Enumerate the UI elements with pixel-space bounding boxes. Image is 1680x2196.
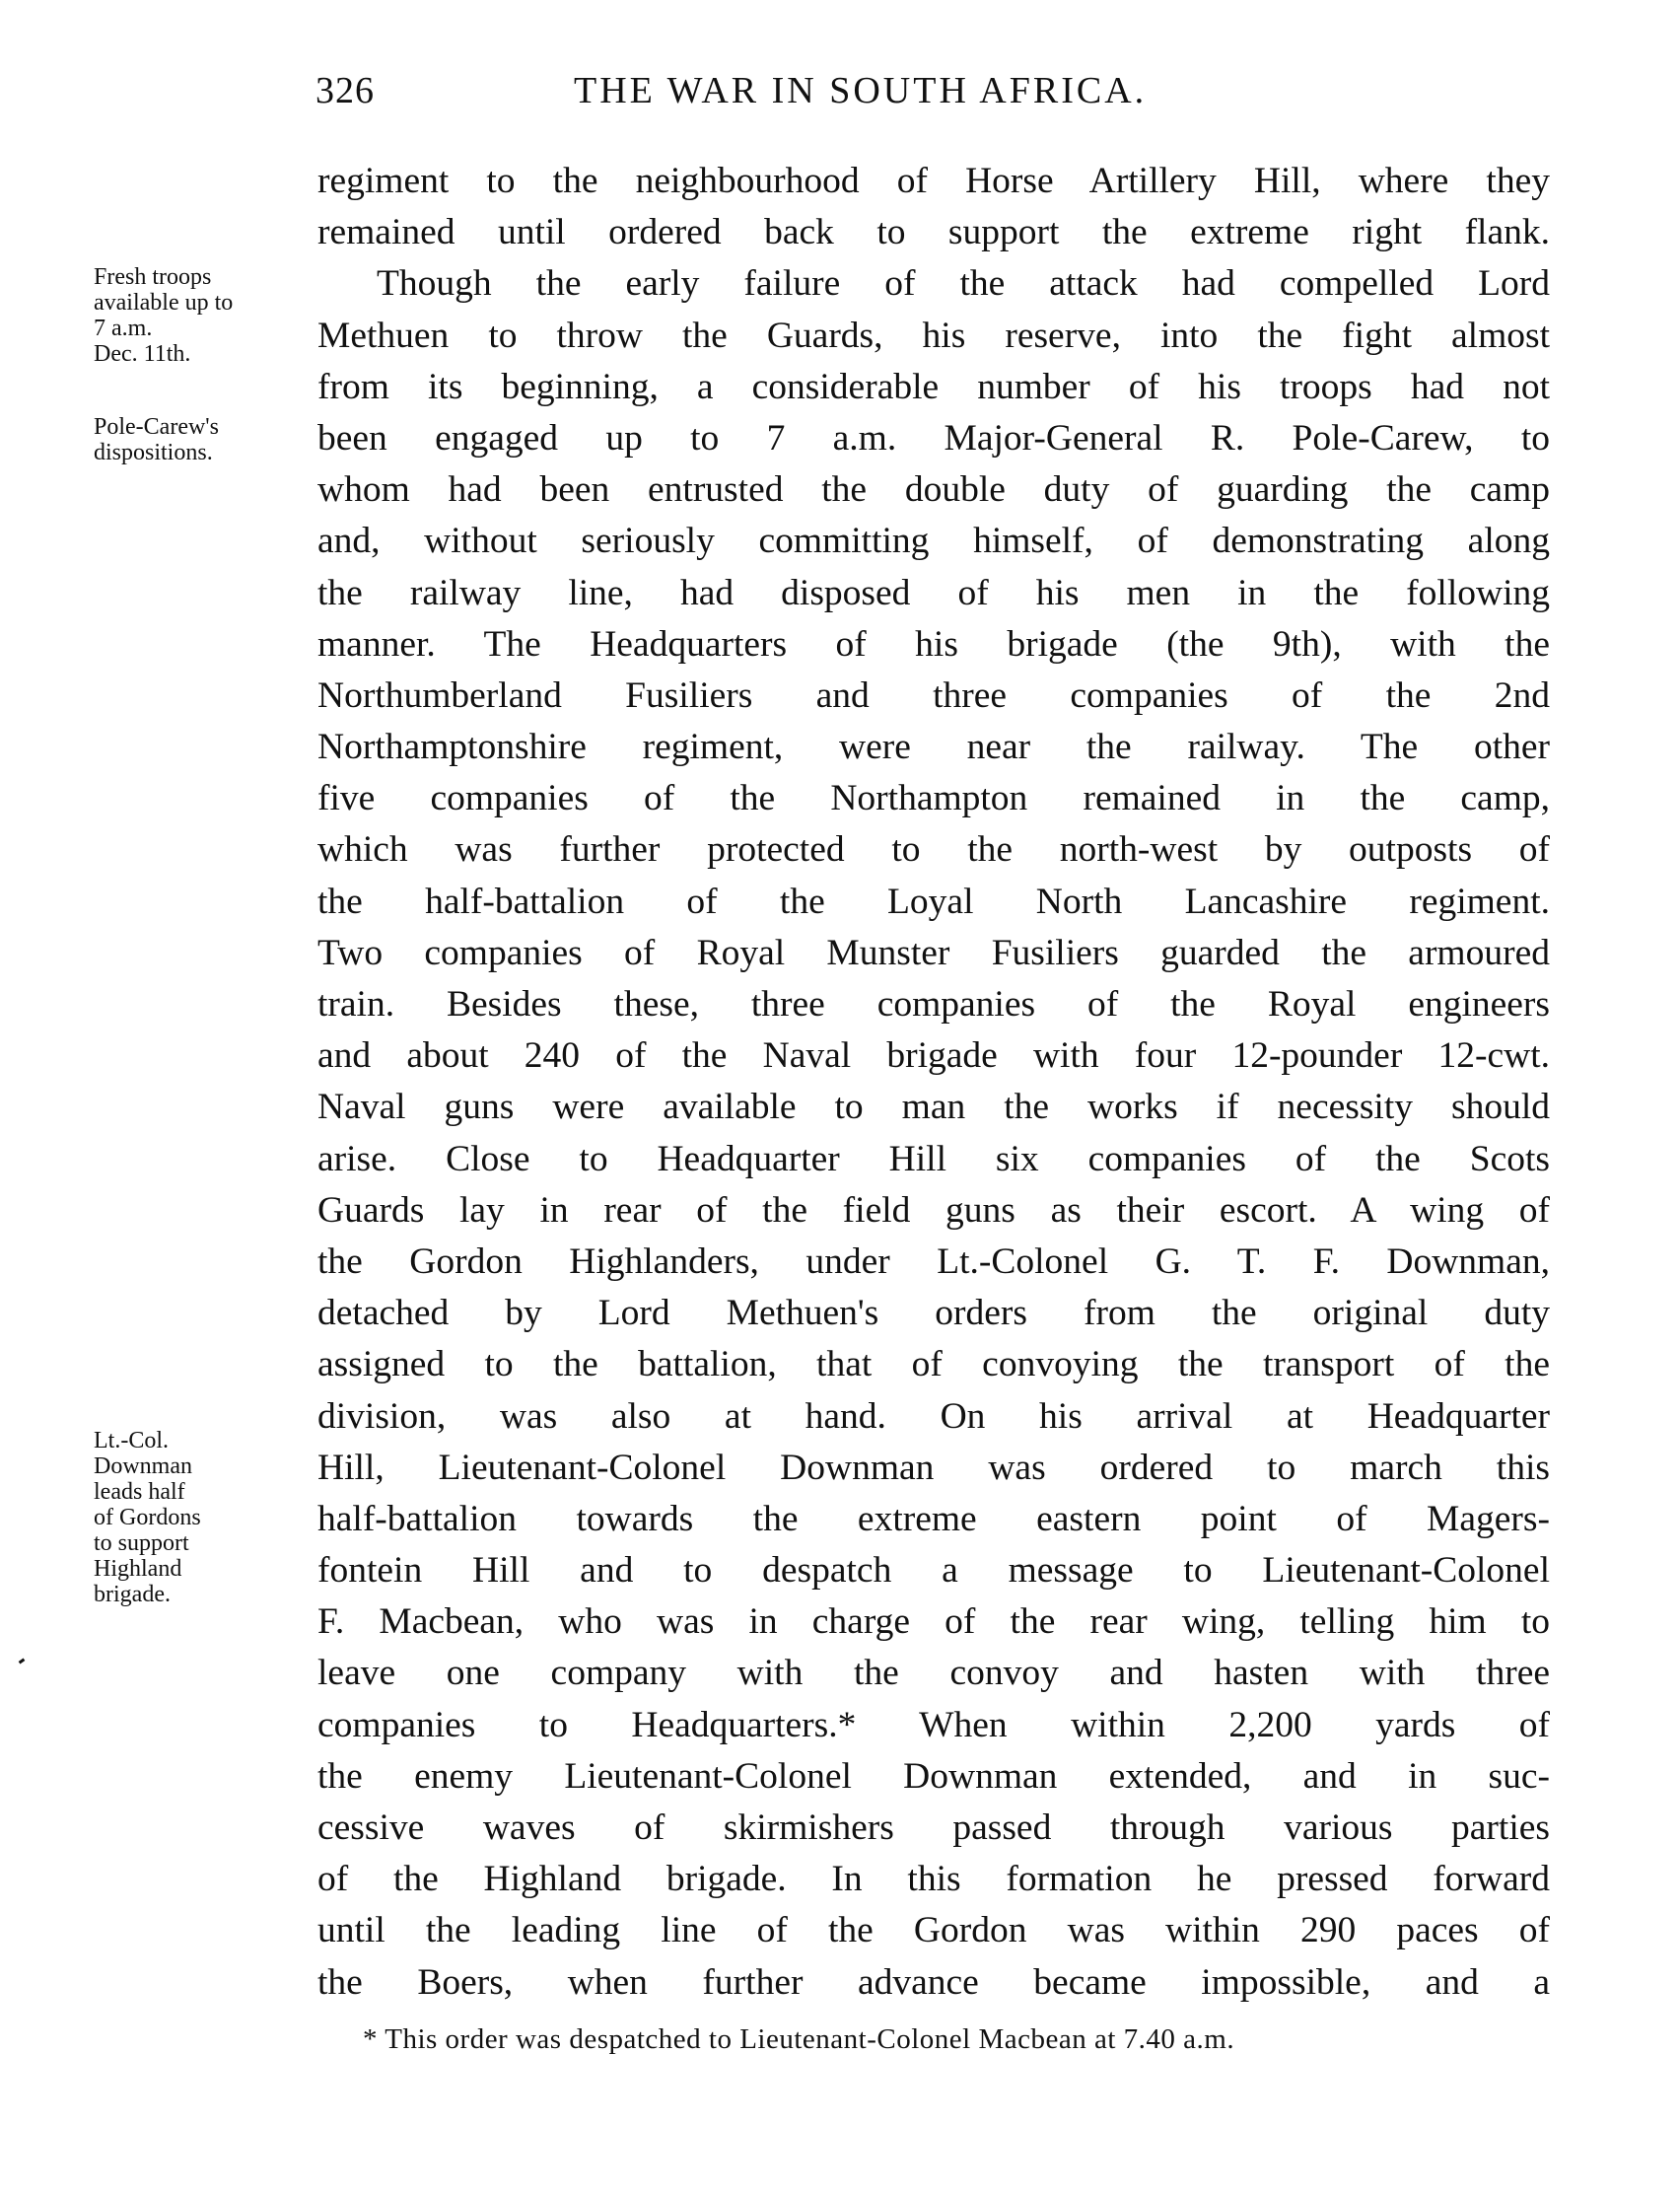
body-text bbox=[317, 156, 1550, 2009]
sidenote-line: dispositions. bbox=[94, 440, 213, 465]
body-line: Methuen to throw the Guards, his reserve, into the fight almost bbox=[317, 315, 1550, 356]
body-line: Naval guns were available to man the works if necessity should bbox=[317, 1087, 1550, 1128]
body-line: Northumberland Fusiliers and three companies of the 2nd bbox=[317, 674, 1550, 716]
body-line: the Gordon Highlanders, under Lt.-Colonel G. T. F. Downman, bbox=[317, 1240, 1550, 1282]
sidenote-line: leads half bbox=[94, 1479, 185, 1505]
body-line: train. Besides these, three companies of the Royal engineers bbox=[317, 984, 1550, 1025]
body-line: Hill, Lieutenant-Colonel Downman was ordered to march this bbox=[317, 1447, 1550, 1488]
body-line: and, without seriously committing himself, of demonstrating along bbox=[317, 521, 1550, 562]
body-line: the enemy Lieutenant-Colonel Downman extended, and in suc- bbox=[317, 1755, 1550, 1797]
body-line: the railway line, had disposed of his men in the following bbox=[317, 572, 1550, 613]
sidenote-fresh-troops bbox=[94, 264, 291, 367]
body-line: from its beginning, a considerable number of his troops had not bbox=[317, 366, 1550, 407]
sidenote-line: Dec. 11th. bbox=[94, 341, 191, 367]
sidenote-line: Pole-Carew's bbox=[94, 414, 219, 440]
body-line-paragraph-start: Though the early failure of the attack had compelled Lord bbox=[377, 263, 1550, 305]
body-line: detached by Lord Methuen's orders from the original duty bbox=[317, 1293, 1550, 1334]
sidenote-downman bbox=[94, 1428, 291, 1607]
body-line: Northamptonshire regiment, were near the railway. The other bbox=[317, 727, 1550, 768]
sidenote-line: Fresh troops bbox=[94, 264, 212, 290]
page-header bbox=[315, 69, 1558, 128]
body-line: cessive waves of skirmishers passed through various parties bbox=[317, 1807, 1550, 1848]
body-line: Two companies of Royal Munster Fusiliers guarded the armoured bbox=[317, 932, 1550, 973]
body-line: the half-battalion of the Loyal North Lancashire regiment. bbox=[317, 881, 1550, 922]
body-line: whom had been entrusted the double duty of guarding the camp bbox=[317, 469, 1550, 511]
body-line: five companies of the Northampton remained in the camp, bbox=[317, 778, 1550, 819]
sidenote-line: of Gordons bbox=[94, 1505, 201, 1530]
body-line: fontein Hill and to despatch a message to Lieutenant-Colonel bbox=[317, 1550, 1550, 1592]
body-line: assigned to the battalion, that of convoying the transport of the bbox=[317, 1344, 1550, 1385]
sidenote-line: to support bbox=[94, 1530, 189, 1556]
body-line: until the leading line of the Gordon was within 290 paces of bbox=[317, 1910, 1550, 1951]
body-line: Guards lay in rear of the field guns as their escort. A wing of bbox=[317, 1189, 1550, 1231]
sidenote-pole-carew bbox=[94, 414, 291, 465]
scan-artifact-mark bbox=[19, 1659, 26, 1665]
body-line: been engaged up to 7 a.m. Major-General R. Pole-Carew, to bbox=[317, 417, 1550, 459]
footnote: * This order was despatched to Lieutenant-Colonel Macbean at 7.40 a.m. bbox=[363, 2023, 1235, 2055]
body-line: the Boers, when further advance became impossible, and a bbox=[317, 1961, 1550, 2003]
sidenote-line: available up to bbox=[94, 290, 234, 316]
body-line: remained until ordered back to support the extreme right flank. bbox=[317, 212, 1550, 253]
body-line: which was further protected to the north-west by outposts of bbox=[317, 829, 1550, 871]
sidenote-line: Downman bbox=[94, 1453, 192, 1479]
sidenote-line: Highland bbox=[94, 1556, 182, 1582]
body-line: regiment to the neighbourhood of Horse Artillery Hill, where they bbox=[317, 161, 1550, 201]
sidenote-line: 7 a.m. bbox=[94, 316, 153, 341]
body-line: half-battalion towards the extreme eastern point of Magers- bbox=[317, 1498, 1550, 1539]
body-line: companies to Headquarters.* When within 2,200 yards of bbox=[317, 1704, 1550, 1745]
body-line: division, was also at hand. On his arrival at Headquarter bbox=[317, 1395, 1550, 1437]
page-number: 326 bbox=[315, 70, 375, 111]
running-head-title: THE WAR IN SOUTH AFRICA. bbox=[574, 70, 1148, 111]
body-line: manner. The Headquarters of his brigade (the 9th), with the bbox=[317, 623, 1550, 665]
body-line: arise. Close to Headquarter Hill six companies of the Scots bbox=[317, 1138, 1550, 1179]
body-line: leave one company with the convoy and hasten with three bbox=[317, 1653, 1550, 1694]
body-line: of the Highland brigade. In this formation he pressed forward bbox=[317, 1859, 1550, 1900]
body-line: F. Macbean, who was in charge of the rear wing, telling him to bbox=[317, 1601, 1550, 1643]
body-line: and about 240 of the Naval brigade with four 12-pounder 12-cwt. bbox=[317, 1035, 1550, 1077]
sidenote-line: brigade. bbox=[94, 1582, 171, 1607]
sidenote-line: Lt.-Col. bbox=[94, 1428, 169, 1453]
